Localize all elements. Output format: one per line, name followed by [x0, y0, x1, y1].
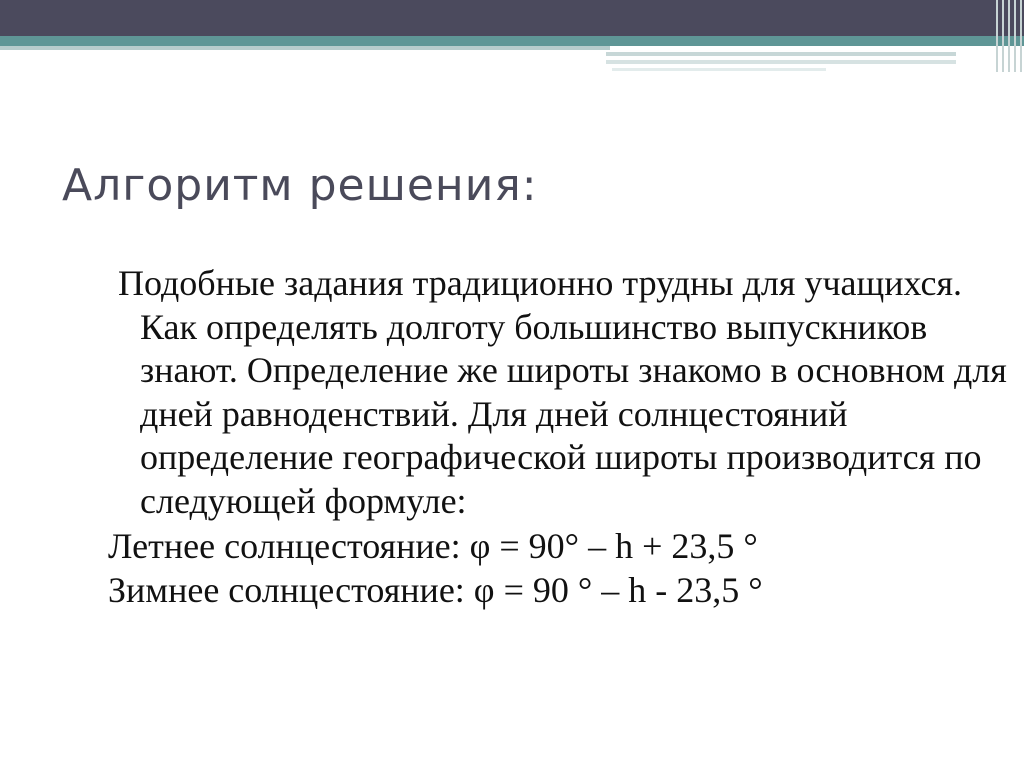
teal-accent-band [0, 36, 1024, 46]
slide-title: Алгоритм решения: [62, 160, 538, 211]
body-paragraph: Подобные задания традиционно трудны для учащихся. Как определять долготу большинство выпускников знают. Определение же широты знакомо в основном для дней равноденствий. Для дней солнцестояний определение географической широты производится по следующей формуле: [118, 263, 1007, 521]
decorative-lines [606, 46, 1024, 72]
decorative-stripes [994, 0, 1024, 72]
summer-solstice-formula: Летнее солнцестояние: φ = 90° – h + 23,5 ° [108, 526, 758, 566]
teal-band-shadow [0, 46, 610, 50]
stripe [1008, 0, 1010, 72]
decorative-line [612, 68, 826, 71]
slide-body [108, 262, 1008, 612]
stripe [996, 0, 998, 72]
decorative-line [606, 60, 956, 64]
stripe [1020, 0, 1022, 72]
stripe [1002, 0, 1004, 72]
winter-solstice-formula: Зимнее солнцестояние: φ = 90 ° – h - 23,5 ° [108, 569, 763, 610]
top-dark-band [0, 0, 1024, 36]
stripe [1014, 0, 1016, 72]
decorative-line [606, 52, 956, 56]
